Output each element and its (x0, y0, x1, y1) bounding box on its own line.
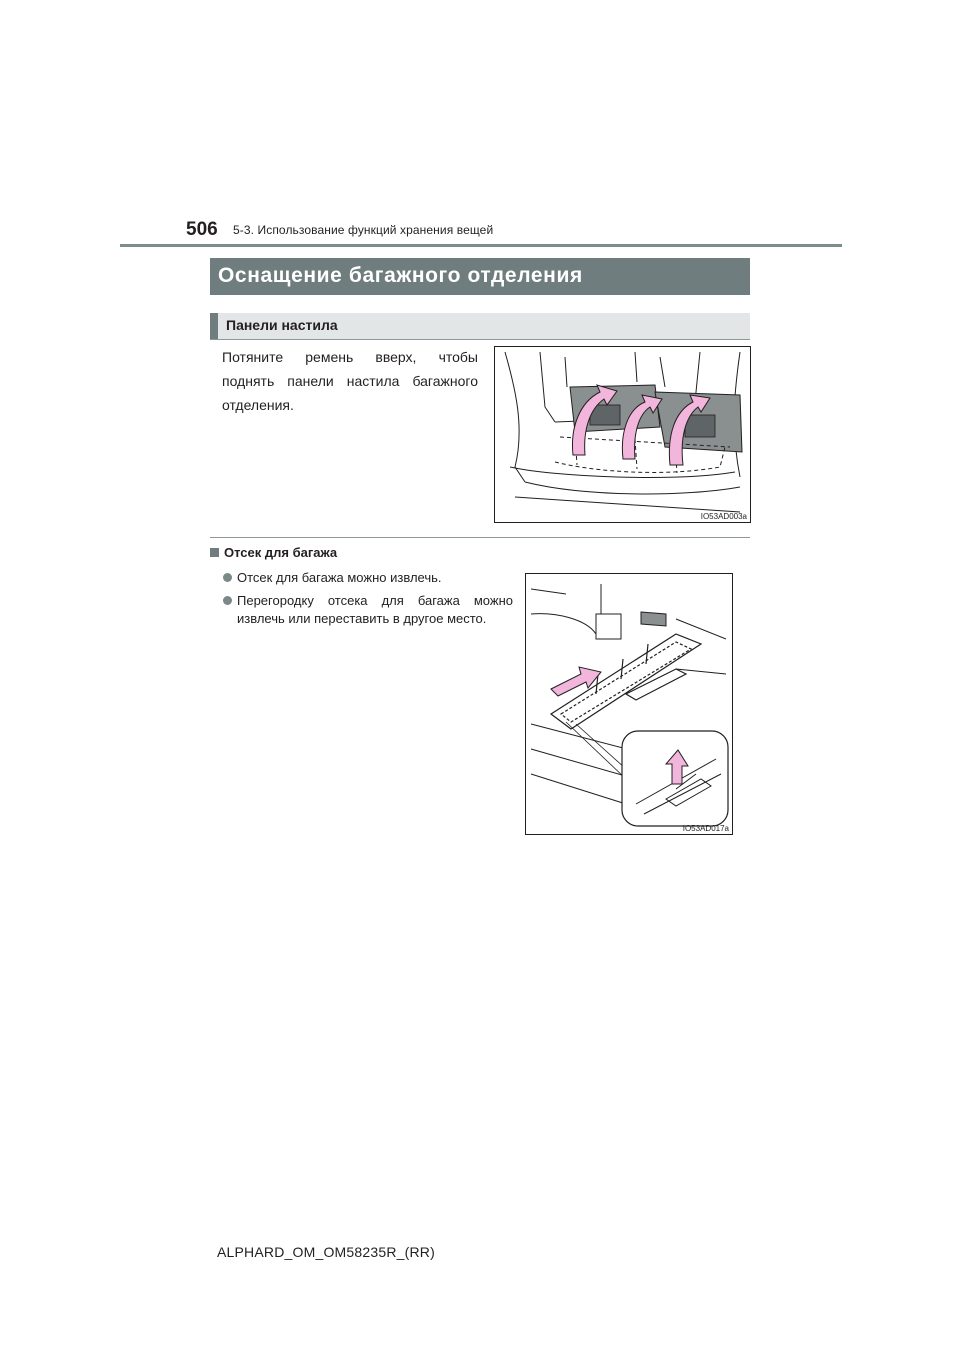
figure-code: IO53AD017a (682, 824, 729, 833)
figure-code: IO53AD003a (700, 512, 747, 521)
section-title: Оснащение багажного отделения (210, 258, 750, 295)
round-bullet-icon (223, 596, 232, 605)
page-number: 506 (186, 219, 218, 240)
header-rule (120, 244, 842, 247)
luggage-heading (210, 545, 337, 560)
list-item-text: Перегородку отсека для багажа можно извлечь или переставить в другое место. (237, 593, 513, 626)
floor-panels-illustration (495, 347, 750, 522)
pull-arrow (551, 667, 601, 696)
figure-floor-panels (494, 346, 751, 523)
square-bullet-icon (210, 548, 219, 557)
running-head: 5-3. Использование функций хранения вещей (233, 223, 494, 237)
luggage-compartment-illustration (526, 574, 732, 834)
section-divider (210, 537, 750, 538)
footer-doc-code: ALPHARD_OM_OM58235R_(RR) (217, 1244, 435, 1260)
figure-luggage-compartment (525, 573, 733, 835)
list-item-text: Отсек для багажа можно извлечь. (237, 570, 442, 585)
instruction-paragraph: Потяните ремень вверх, чтобы поднять панели настила багажного отделения. (222, 349, 478, 413)
luggage-heading-text: Отсек для багажа (224, 545, 338, 560)
list-item (223, 592, 513, 628)
list-item (223, 569, 513, 587)
round-bullet-icon (223, 573, 232, 582)
subsection-underline (210, 339, 750, 340)
subsection-title: Панели настила (210, 313, 750, 339)
